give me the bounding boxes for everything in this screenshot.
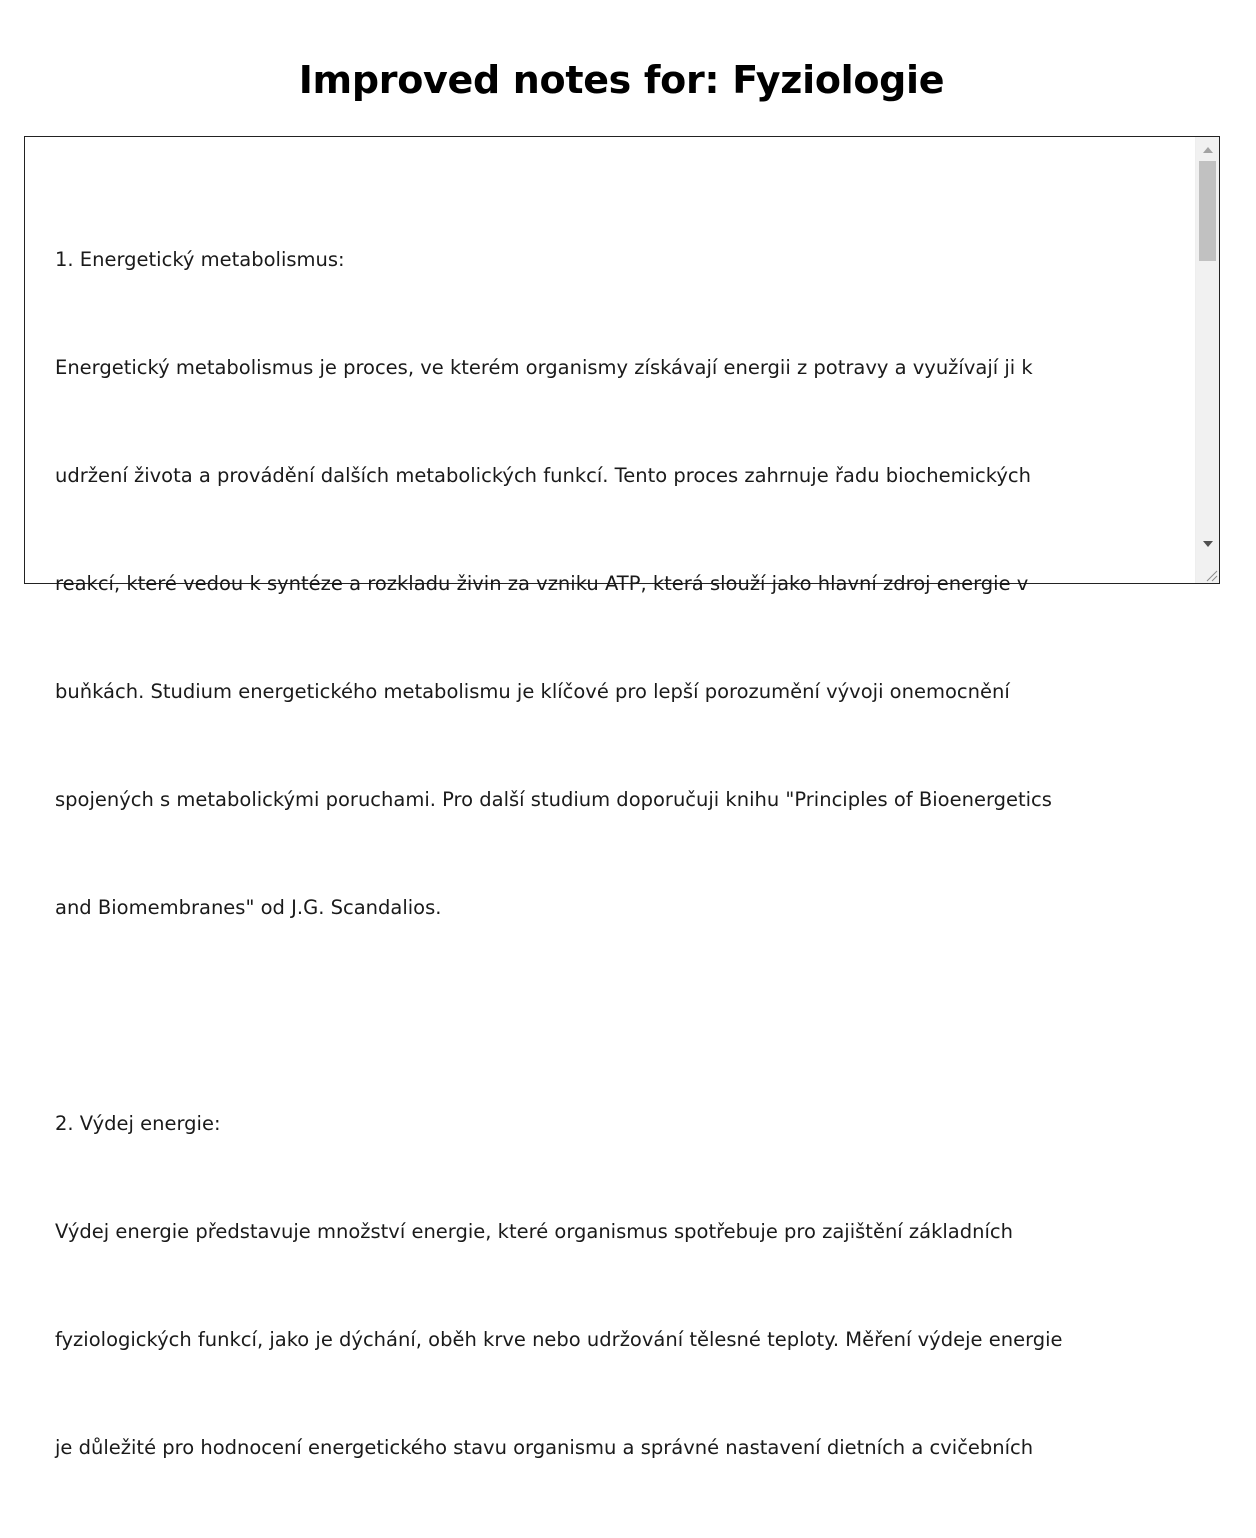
section-line: Výdej energie představuje množství energie, které organismus spotřebuje pro zajištění základních (55, 1220, 1013, 1243)
section-line: udržení života a provádění dalších metabolických funkcí. Tento proces zahrnuje řadu biochemických (55, 464, 1031, 487)
section-line: spojených s metabolickými poruchami. Pro další studium doporučuji knihu "Principles of Bioenergetics (55, 788, 1052, 811)
paragraph-gap (55, 998, 1155, 1034)
section-line: and Biomembranes" od J.G. Scandalios. (55, 896, 442, 919)
notes-content (55, 170, 1155, 1538)
section-heading: 1. Energetický metabolismus: (55, 248, 345, 271)
scroll-up-icon[interactable] (1196, 141, 1220, 159)
resize-grip-icon[interactable] (1204, 568, 1218, 582)
scrollbar-thumb[interactable] (1199, 161, 1216, 261)
vertical-scrollbar[interactable] (1195, 137, 1219, 583)
section-line: je důležité pro hodnocení energetického stavu organismu a správné nastavení dietních a cvičebních (55, 1436, 1034, 1459)
scroll-down-icon[interactable] (1196, 535, 1220, 553)
section-line: buňkách. Studium energetického metabolismu je klíčové pro lepší porozumění vývoji onemocnění (55, 680, 1010, 703)
notes-textarea[interactable] (24, 136, 1220, 1459)
section-heading: 2. Výdej energie: (55, 1112, 221, 1135)
page-title: Improved notes for: Fyziologie (298, 58, 945, 102)
section-line: Energetický metabolismus je proces, ve kterém organismy získávají energii z potravy a využívají ji k (55, 356, 1033, 379)
section-line: reakcí, které vedou k syntéze a rozkladu živin za vzniku ATP, která slouží jako hlavní zdroj energie v (55, 572, 1029, 595)
section-line: fyziologických funkcí, jako je dýchání, oběh krve nebo udržování tělesné teploty. Měření výdeje energie (55, 1328, 1063, 1351)
